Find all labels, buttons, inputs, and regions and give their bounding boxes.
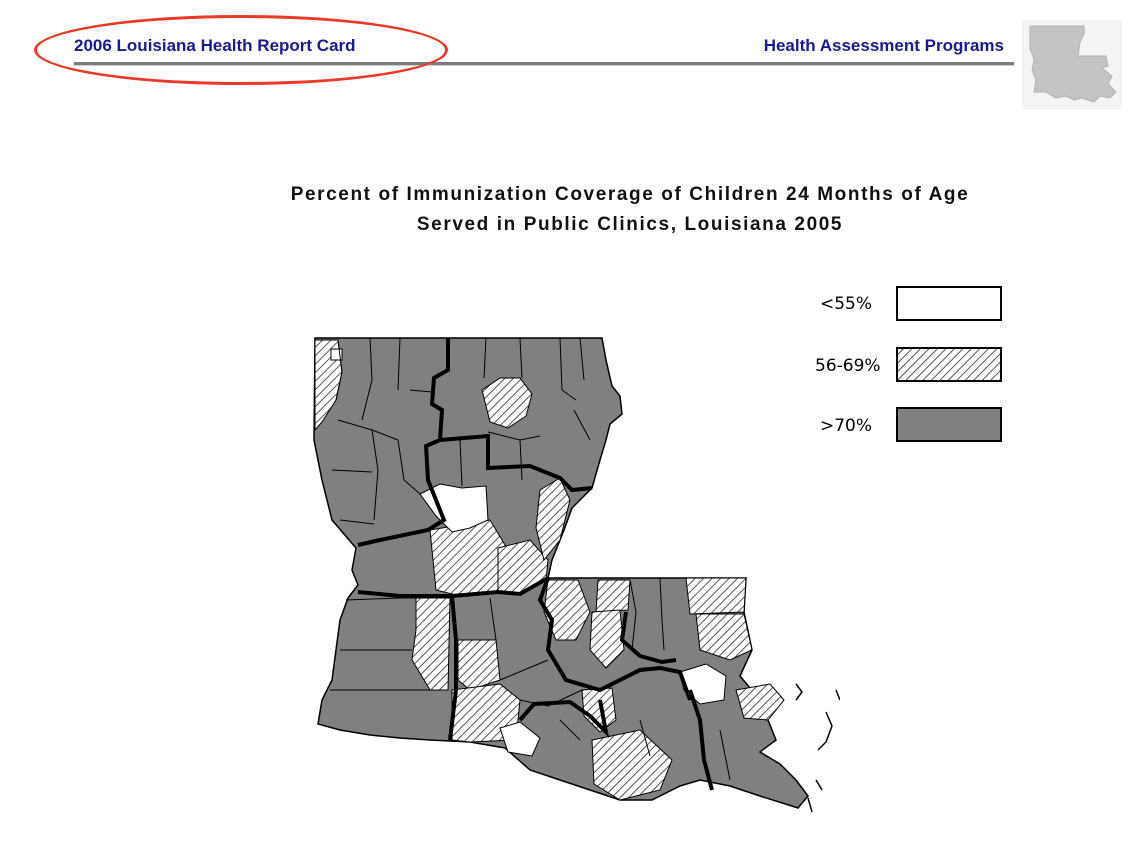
parish-washington <box>686 578 746 614</box>
state-body <box>314 338 808 808</box>
legend-label-low: <55% <box>820 294 873 314</box>
parish-westfeliciana <box>596 580 630 612</box>
legend-swatch-low <box>896 286 1002 321</box>
legend-label-high: >70% <box>820 416 873 436</box>
legend-swatch-high <box>896 407 1002 442</box>
map-title <box>200 180 1060 240</box>
report-title: 2006 Louisiana Health Report Card <box>74 36 356 55</box>
parish-acadia <box>458 640 500 690</box>
program-title: Health Assessment Programs <box>763 36 1004 55</box>
parish-tensas <box>536 478 570 560</box>
map-title-line2: Served in Public Clinics, Louisiana 2005 <box>416 214 844 235</box>
legend-label-mid: 56-69% <box>815 356 881 376</box>
louisiana-parish-map <box>300 330 840 830</box>
highlight-oval <box>34 15 448 85</box>
legend-swatch-mid <box>896 347 1002 382</box>
parish-stbernard <box>736 684 784 720</box>
louisiana-logo-icon <box>1022 20 1122 110</box>
parish-central <box>430 520 505 596</box>
map-title-line1: Percent of Immunization Coverage of Children 24 Months of Age <box>290 184 970 205</box>
